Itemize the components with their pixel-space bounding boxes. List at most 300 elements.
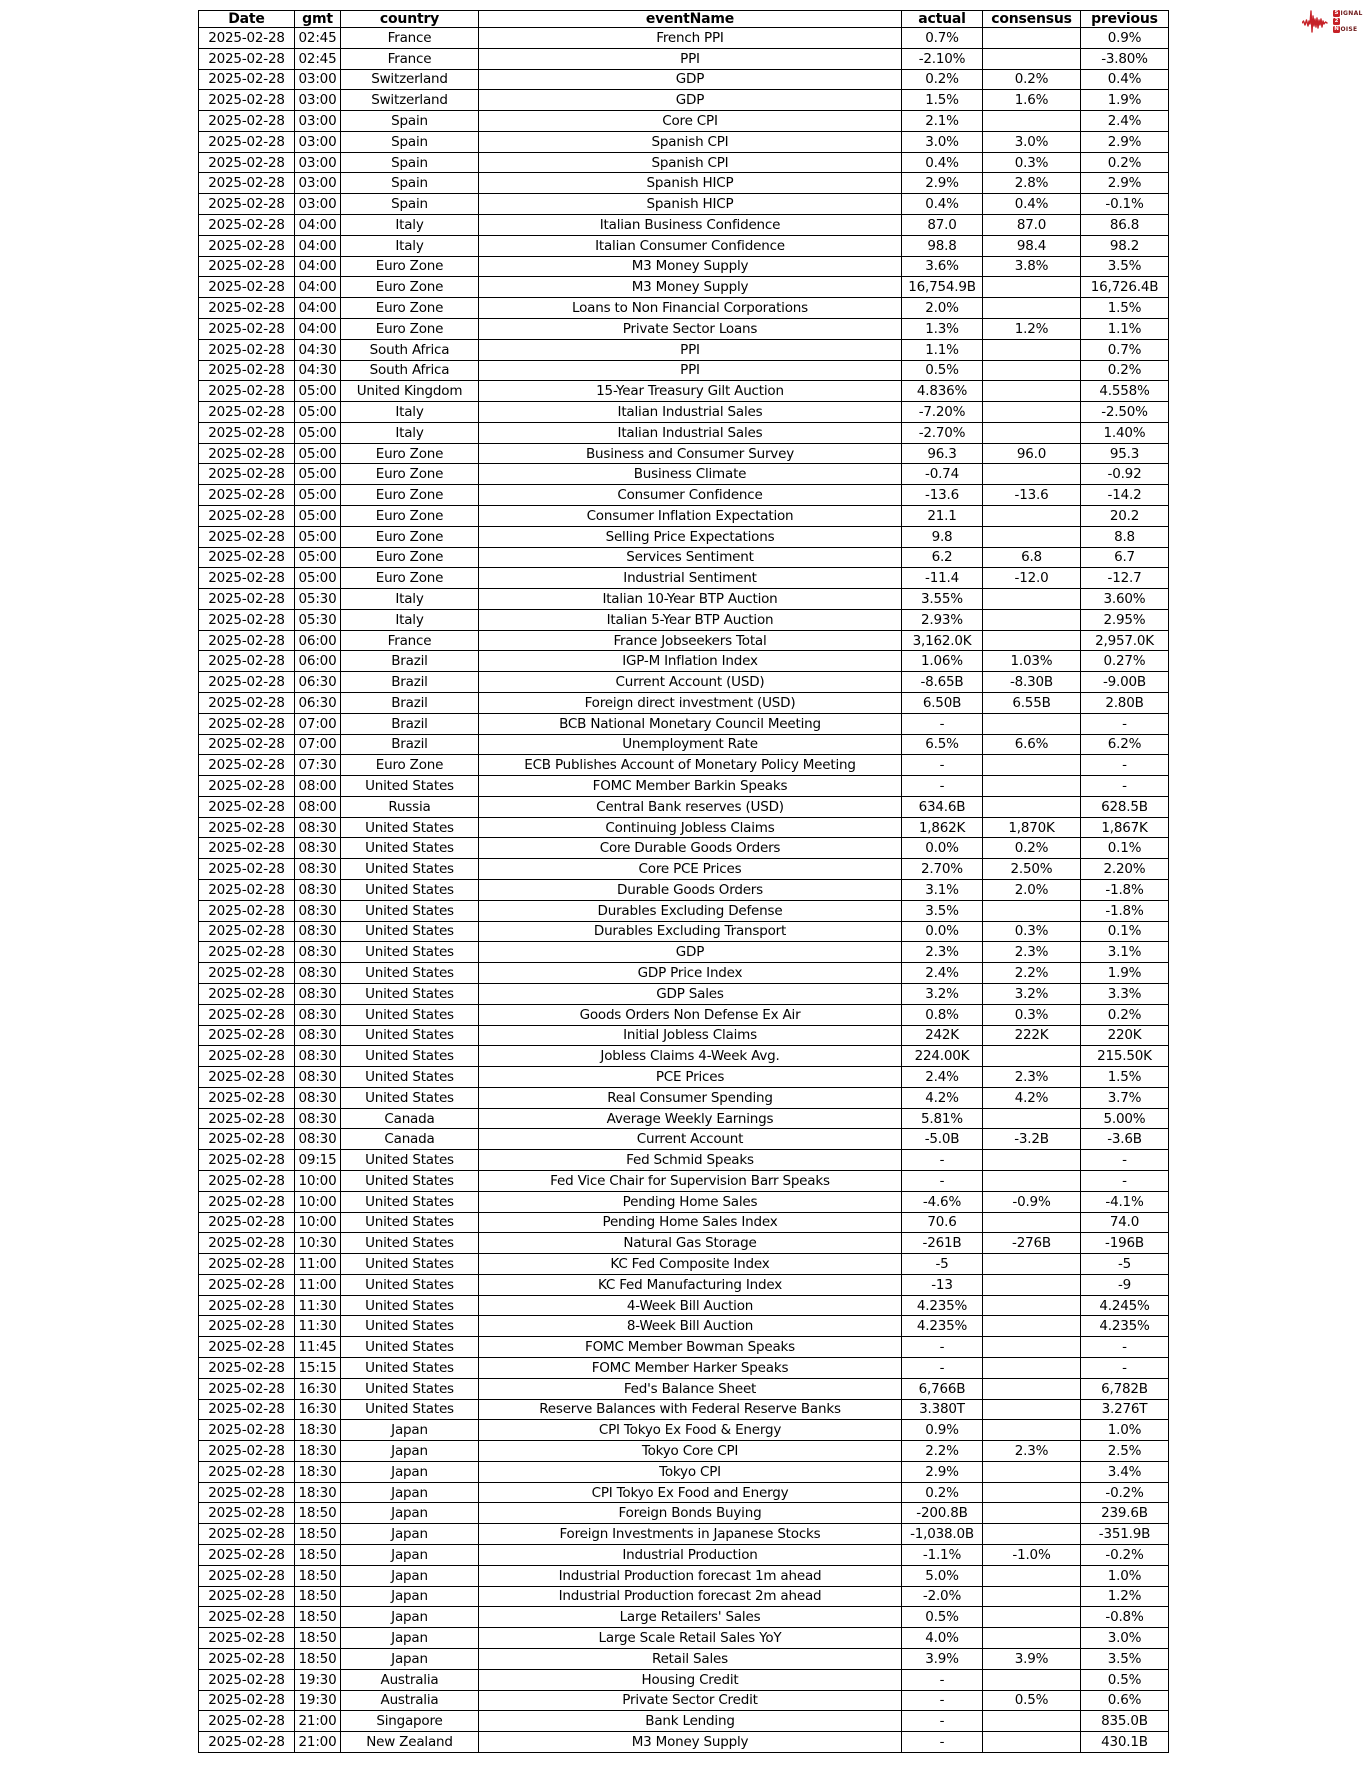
table-row [199,693,1169,714]
cell-actual: -13 [902,1274,983,1295]
cell-Date: 2025-02-28 [199,1420,295,1441]
cell-consensus [983,1378,1081,1399]
cell-eventName: 8-Week Bill Auction [479,1316,902,1337]
table-row [199,1129,1169,1150]
cell-previous: - [1081,755,1169,776]
cell-gmt: 03:00 [295,131,341,152]
cell-country: Italy [341,589,479,610]
cell-Date: 2025-02-28 [199,900,295,921]
cell-gmt: 03:00 [295,111,341,132]
cell-actual: 2.9% [902,173,983,194]
cell-eventName: Core CPI [479,111,902,132]
table-row [199,1648,1169,1669]
cell-country: United States [341,963,479,984]
table-row [199,173,1169,194]
cell-Date: 2025-02-28 [199,1607,295,1628]
cell-actual: -5.0B [902,1129,983,1150]
cell-eventName: Durable Goods Orders [479,880,902,901]
cell-consensus: 2.3% [983,1441,1081,1462]
cell-Date: 2025-02-28 [199,651,295,672]
cell-actual: 4.235% [902,1316,983,1337]
cell-consensus [983,505,1081,526]
table-row [199,859,1169,880]
cell-gmt: 04:00 [295,256,341,277]
table-row [199,111,1169,132]
cell-country: United States [341,1399,479,1420]
cell-Date: 2025-02-28 [199,1461,295,1482]
cell-country: Brazil [341,672,479,693]
cell-actual: 2.1% [902,111,983,132]
cell-eventName: Spanish CPI [479,131,902,152]
logo-row-2 [1333,18,1363,25]
cell-gmt: 10:00 [295,1170,341,1191]
cell-Date: 2025-02-28 [199,1732,295,1753]
cell-actual: 4.836% [902,381,983,402]
cell-eventName: Foreign Bonds Buying [479,1503,902,1524]
cell-eventName: Large Retailers' Sales [479,1607,902,1628]
cell-eventName: Average Weekly Earnings [479,1108,902,1129]
cell-eventName: PPI [479,339,902,360]
cell-gmt: 11:00 [295,1274,341,1295]
cell-previous: 3.276T [1081,1399,1169,1420]
cell-country: United States [341,900,479,921]
cell-eventName: Jobless Claims 4-Week Avg. [479,1046,902,1067]
table-row [199,1399,1169,1420]
cell-eventName: Central Bank reserves (USD) [479,796,902,817]
table-row [199,1565,1169,1586]
cell-gmt: 18:50 [295,1607,341,1628]
logo-text [1333,10,1363,33]
cell-Date: 2025-02-28 [199,1524,295,1545]
table-row [199,1378,1169,1399]
table-row [199,381,1169,402]
cell-consensus [983,1399,1081,1420]
cell-country: United States [341,817,479,838]
table-row [199,131,1169,152]
cell-gmt: 10:00 [295,1212,341,1233]
cell-country: United States [341,1025,479,1046]
cell-consensus [983,28,1081,49]
cell-country: United States [341,1274,479,1295]
cell-eventName: Tokyo CPI [479,1461,902,1482]
cell-eventName: FOMC Member Bowman Speaks [479,1337,902,1358]
cell-previous: 1.9% [1081,90,1169,111]
cell-previous: 628.5B [1081,796,1169,817]
logo-letter-s: S [1334,9,1339,16]
cell-previous: 1,867K [1081,817,1169,838]
cell-eventName: ECB Publishes Account of Monetary Policy Meeting [479,755,902,776]
table-row [199,1711,1169,1732]
cell-actual: 0.4% [902,152,983,173]
cell-country: United States [341,859,479,880]
cell-actual: -8.65B [902,672,983,693]
table-row [199,1067,1169,1088]
cell-eventName: Private Sector Credit [479,1690,902,1711]
cell-country: Switzerland [341,90,479,111]
cell-actual: -7.20% [902,402,983,423]
cell-previous: 215.50K [1081,1046,1169,1067]
cell-eventName: GDP Price Index [479,963,902,984]
cell-Date: 2025-02-28 [199,1337,295,1358]
cell-consensus: 2.0% [983,880,1081,901]
cell-gmt: 06:30 [295,672,341,693]
logo-letter-n: N [1334,25,1339,32]
cell-eventName: CPI Tokyo Ex Food & Energy [479,1420,902,1441]
cell-actual: 2.70% [902,859,983,880]
cell-consensus [983,111,1081,132]
cell-previous: 5.00% [1081,1108,1169,1129]
cell-actual: -2.10% [902,48,983,69]
cell-consensus [983,1274,1081,1295]
cell-previous: - [1081,1170,1169,1191]
cell-previous: 0.9% [1081,28,1169,49]
cell-eventName: PPI [479,48,902,69]
cell-consensus [983,1669,1081,1690]
cell-actual: 3.55% [902,589,983,610]
cell-actual: 3.0% [902,131,983,152]
cell-Date: 2025-02-28 [199,1046,295,1067]
cell-actual: 0.4% [902,194,983,215]
cell-previous: -5 [1081,1254,1169,1275]
cell-consensus [983,796,1081,817]
cell-eventName: CPI Tokyo Ex Food and Energy [479,1482,902,1503]
cell-Date: 2025-02-28 [199,1669,295,1690]
cell-Date: 2025-02-28 [199,921,295,942]
cell-consensus [983,277,1081,298]
cell-gmt: 08:30 [295,1046,341,1067]
cell-country: Australia [341,1669,479,1690]
cell-eventName: IGP-M Inflation Index [479,651,902,672]
cell-Date: 2025-02-28 [199,1191,295,1212]
cell-previous: 95.3 [1081,443,1169,464]
cell-gmt: 03:00 [295,69,341,90]
cell-previous: 3.5% [1081,1648,1169,1669]
cell-previous: -0.2% [1081,1482,1169,1503]
cell-country: Spain [341,194,479,215]
cell-consensus [983,1212,1081,1233]
cell-previous: 0.1% [1081,921,1169,942]
cell-gmt: 19:30 [295,1690,341,1711]
cell-consensus: 0.3% [983,921,1081,942]
cell-Date: 2025-02-28 [199,1358,295,1379]
cell-eventName: Spanish HICP [479,194,902,215]
cell-actual: 1,862K [902,817,983,838]
cell-country: France [341,48,479,69]
cell-gmt: 07:00 [295,734,341,755]
cell-actual: -0.74 [902,464,983,485]
cell-previous: 2.80B [1081,693,1169,714]
signal2noise-logo [1302,4,1362,38]
cell-country: United States [341,1316,479,1337]
cell-eventName: M3 Money Supply [479,1732,902,1753]
cell-country: Euro Zone [341,277,479,298]
cell-actual: 3.2% [902,983,983,1004]
cell-gmt: 08:30 [295,1129,341,1150]
cell-gmt: 08:30 [295,817,341,838]
cell-Date: 2025-02-28 [199,1212,295,1233]
cell-eventName: Industrial Production forecast 2m ahead [479,1586,902,1607]
cell-country: Japan [341,1565,479,1586]
cell-consensus: 3.2% [983,983,1081,1004]
cell-consensus: 0.2% [983,838,1081,859]
cell-eventName: GDP [479,69,902,90]
cell-consensus: 2.2% [983,963,1081,984]
cell-eventName: BCB National Monetary Council Meeting [479,713,902,734]
cell-consensus: 2.8% [983,173,1081,194]
cell-previous: 2.4% [1081,111,1169,132]
logo-row-signal [1333,10,1363,17]
cell-actual: - [902,1669,983,1690]
cell-actual: 16,754.9B [902,277,983,298]
cell-consensus [983,422,1081,443]
cell-gmt: 08:30 [295,942,341,963]
table-row [199,1358,1169,1379]
cell-country: Brazil [341,734,479,755]
cell-eventName: Italian Industrial Sales [479,422,902,443]
cell-Date: 2025-02-28 [199,111,295,132]
cell-Date: 2025-02-28 [199,526,295,547]
cell-Date: 2025-02-28 [199,256,295,277]
cell-Date: 2025-02-28 [199,859,295,880]
cell-previous: -0.2% [1081,1545,1169,1566]
cell-previous: 98.2 [1081,235,1169,256]
cell-gmt: 03:00 [295,173,341,194]
table-row [199,1690,1169,1711]
cell-gmt: 04:00 [295,215,341,236]
table-row [199,1628,1169,1649]
column-header-Date: Date [199,11,295,28]
cell-consensus [983,1482,1081,1503]
cell-previous: - [1081,1358,1169,1379]
cell-country: Brazil [341,651,479,672]
cell-consensus: 0.3% [983,1004,1081,1025]
cell-gmt: 04:00 [295,298,341,319]
cell-consensus: 96.0 [983,443,1081,464]
table-row [199,880,1169,901]
table-row [199,651,1169,672]
table-row [199,1108,1169,1129]
column-header-consensus: consensus [983,11,1081,28]
table-row [199,1254,1169,1275]
cell-previous: 3.3% [1081,983,1169,1004]
cell-country: Euro Zone [341,526,479,547]
cell-eventName: Consumer Inflation Expectation [479,505,902,526]
column-header-gmt: gmt [295,11,341,28]
table-body [199,28,1169,1753]
cell-gmt: 03:00 [295,90,341,111]
cell-gmt: 11:00 [295,1254,341,1275]
cell-country: Euro Zone [341,256,479,277]
cell-eventName: FOMC Member Barkin Speaks [479,776,902,797]
cell-actual: 2.4% [902,1067,983,1088]
cell-gmt: 06:00 [295,651,341,672]
cell-gmt: 09:15 [295,1150,341,1171]
cell-Date: 2025-02-28 [199,69,295,90]
cell-Date: 2025-02-28 [199,1441,295,1462]
cell-gmt: 05:00 [295,381,341,402]
cell-consensus [983,900,1081,921]
cell-eventName: Foreign direct investment (USD) [479,693,902,714]
cell-gmt: 05:30 [295,589,341,610]
cell-eventName: Unemployment Rate [479,734,902,755]
cell-previous: -2.50% [1081,402,1169,423]
table-row [199,1046,1169,1067]
cell-previous: -0.92 [1081,464,1169,485]
cell-gmt: 06:30 [295,693,341,714]
cell-Date: 2025-02-28 [199,1129,295,1150]
cell-actual: 242K [902,1025,983,1046]
cell-country: Italy [341,235,479,256]
cell-consensus: -1.0% [983,1545,1081,1566]
cell-country: Canada [341,1129,479,1150]
cell-consensus: 0.3% [983,152,1081,173]
cell-Date: 2025-02-28 [199,1586,295,1607]
cell-gmt: 18:50 [295,1503,341,1524]
waveform-icon [1302,8,1332,34]
cell-Date: 2025-02-28 [199,485,295,506]
table-row [199,1212,1169,1233]
cell-consensus: 222K [983,1025,1081,1046]
cell-country: United States [341,1378,479,1399]
cell-consensus [983,1316,1081,1337]
table-row [199,963,1169,984]
cell-country: Italy [341,609,479,630]
cell-actual: 634.6B [902,796,983,817]
table-row [199,1607,1169,1628]
cell-country: Spain [341,111,479,132]
cell-consensus: 6.6% [983,734,1081,755]
cell-actual: -13.6 [902,485,983,506]
cell-country: Canada [341,1108,479,1129]
cell-eventName: Pending Home Sales [479,1191,902,1212]
cell-previous: -1.8% [1081,900,1169,921]
cell-eventName: Italian Business Confidence [479,215,902,236]
cell-gmt: 08:30 [295,859,341,880]
cell-eventName: Goods Orders Non Defense Ex Air [479,1004,902,1025]
cell-previous: 1.9% [1081,963,1169,984]
cell-country: Euro Zone [341,298,479,319]
cell-country: United States [341,1233,479,1254]
table-row [199,838,1169,859]
cell-country: Japan [341,1524,479,1545]
cell-actual: 5.81% [902,1108,983,1129]
cell-actual: 3.5% [902,900,983,921]
cell-Date: 2025-02-28 [199,838,295,859]
cell-gmt: 05:00 [295,402,341,423]
cell-Date: 2025-02-28 [199,402,295,423]
cell-actual: 0.7% [902,28,983,49]
cell-country: Euro Zone [341,318,479,339]
cell-actual: 3.1% [902,880,983,901]
cell-Date: 2025-02-28 [199,1503,295,1524]
table-row [199,215,1169,236]
table-row [199,1420,1169,1441]
table-row [199,464,1169,485]
cell-consensus: 2.50% [983,859,1081,880]
cell-consensus [983,1565,1081,1586]
table-row [199,339,1169,360]
cell-consensus [983,1295,1081,1316]
table-row [199,235,1169,256]
cell-country: United States [341,1358,479,1379]
cell-Date: 2025-02-28 [199,1004,295,1025]
cell-country: United States [341,1295,479,1316]
cell-gmt: 05:00 [295,547,341,568]
cell-Date: 2025-02-28 [199,90,295,111]
table-row [199,983,1169,1004]
table-row [199,589,1169,610]
cell-Date: 2025-02-28 [199,1067,295,1088]
cell-actual: - [902,755,983,776]
cell-actual: 0.0% [902,838,983,859]
cell-actual: 0.0% [902,921,983,942]
cell-consensus: 3.9% [983,1648,1081,1669]
cell-Date: 2025-02-28 [199,1274,295,1295]
cell-gmt: 07:30 [295,755,341,776]
cell-Date: 2025-02-28 [199,443,295,464]
table-row [199,1150,1169,1171]
cell-actual: 224.00K [902,1046,983,1067]
cell-gmt: 10:00 [295,1191,341,1212]
table-row [199,48,1169,69]
cell-gmt: 10:30 [295,1233,341,1254]
table-row [199,1025,1169,1046]
cell-actual: 4.0% [902,1628,983,1649]
cell-Date: 2025-02-28 [199,1482,295,1503]
cell-consensus [983,298,1081,319]
cell-gmt: 11:30 [295,1316,341,1337]
cell-previous: 430.1B [1081,1732,1169,1753]
cell-country: Italy [341,422,479,443]
cell-consensus [983,1420,1081,1441]
cell-eventName: Foreign Investments in Japanese Stocks [479,1524,902,1545]
cell-eventName: GDP [479,942,902,963]
cell-consensus: 98.4 [983,235,1081,256]
table-row [199,568,1169,589]
cell-consensus [983,1046,1081,1067]
cell-actual: - [902,776,983,797]
cell-previous: 1.40% [1081,422,1169,443]
cell-actual: -2.70% [902,422,983,443]
cell-gmt: 21:00 [295,1711,341,1732]
cell-previous: 0.5% [1081,1669,1169,1690]
cell-eventName: 15-Year Treasury Gilt Auction [479,381,902,402]
cell-gmt: 08:30 [295,963,341,984]
cell-country: Japan [341,1461,479,1482]
cell-previous: 3.7% [1081,1087,1169,1108]
cell-gmt: 08:30 [295,1025,341,1046]
table-row [199,630,1169,651]
cell-consensus [983,48,1081,69]
table-row [199,1233,1169,1254]
cell-actual: 5.0% [902,1565,983,1586]
cell-Date: 2025-02-28 [199,318,295,339]
cell-Date: 2025-02-28 [199,796,295,817]
cell-gmt: 08:30 [295,1108,341,1129]
cell-eventName: Industrial Production forecast 1m ahead [479,1565,902,1586]
cell-previous: 1.5% [1081,1067,1169,1088]
cell-country: New Zealand [341,1732,479,1753]
cell-consensus [983,1358,1081,1379]
cell-previous: -12.7 [1081,568,1169,589]
column-header-actual: actual [902,11,983,28]
cell-actual: - [902,1732,983,1753]
cell-previous: - [1081,776,1169,797]
cell-consensus: 1,870K [983,817,1081,838]
cell-Date: 2025-02-28 [199,734,295,755]
cell-Date: 2025-02-28 [199,1025,295,1046]
cell-Date: 2025-02-28 [199,963,295,984]
